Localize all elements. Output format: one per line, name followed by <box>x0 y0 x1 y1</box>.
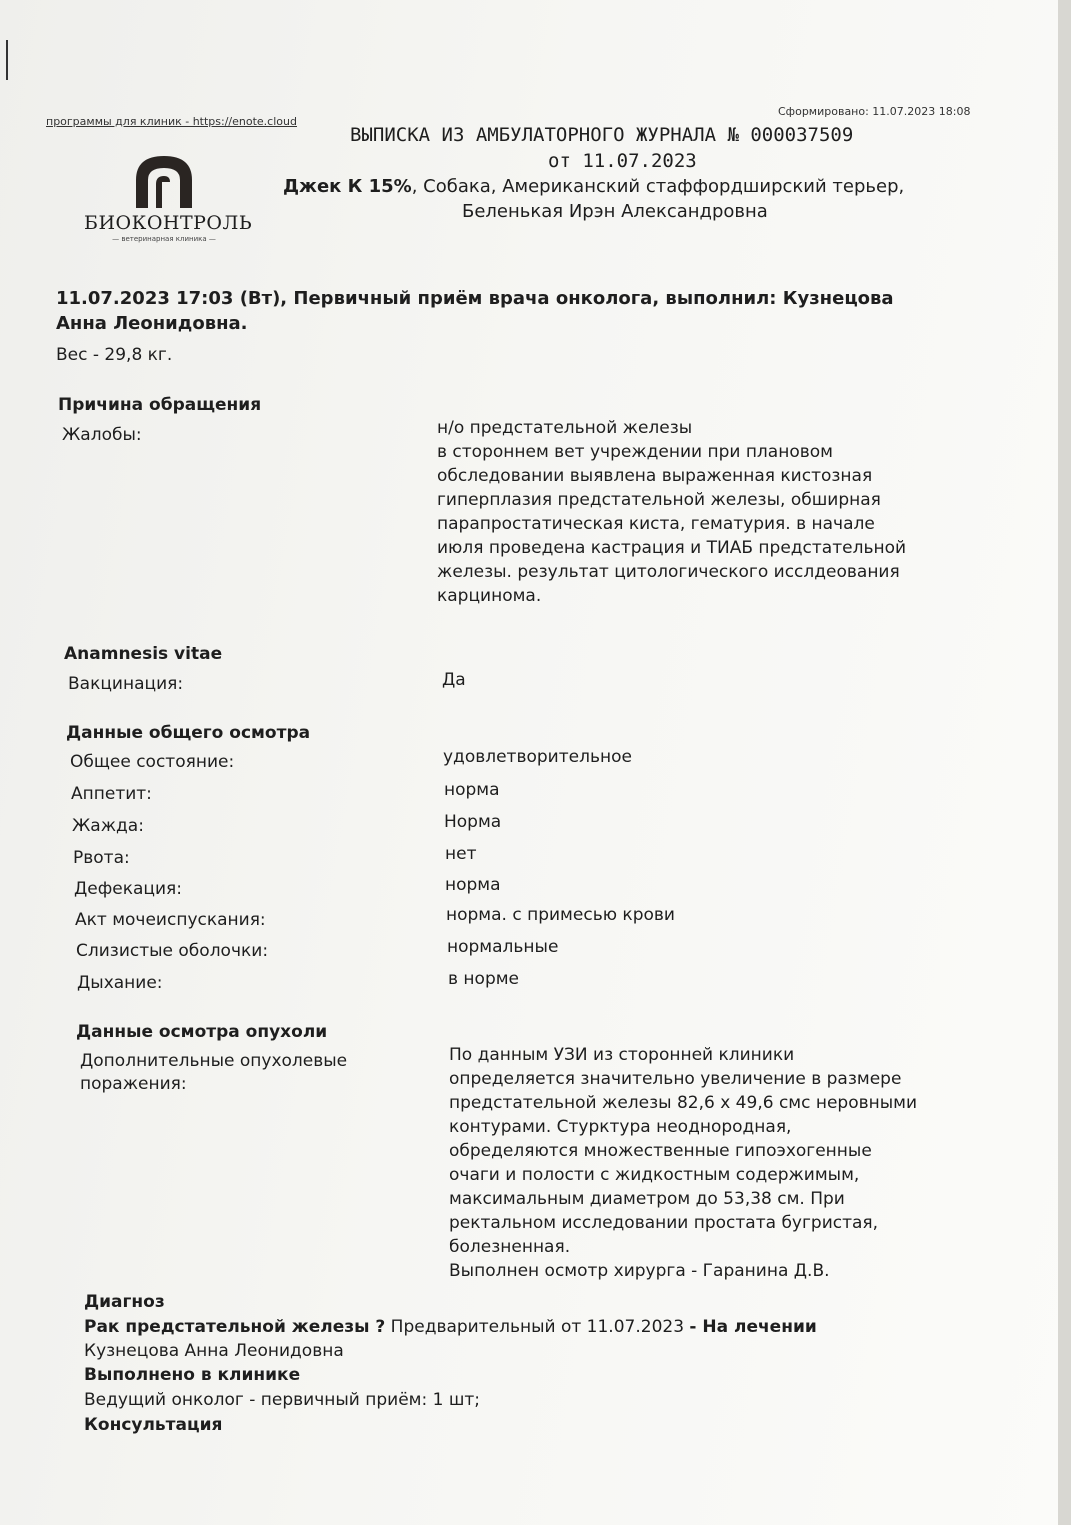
patient-name: Джек К 15% <box>283 176 412 197</box>
vaccination-value: Да <box>442 670 466 690</box>
exam-value: норма <box>444 780 500 800</box>
tumor-line: обределяются множественные гипоэхогенные <box>449 1141 872 1161</box>
section-general-exam: Данные общего осмотра <box>66 723 311 743</box>
exam-label: Рвота: <box>73 848 130 868</box>
software-link[interactable]: программы для клиник - https://enote.cloud <box>46 115 297 128</box>
exam-label: Жажда: <box>72 816 144 836</box>
exam-value: нет <box>445 844 477 864</box>
complaint-line: обследовании выявлена выраженная кистозная <box>437 466 873 486</box>
complaint-line: в стороннем вет учреждении при плановом <box>437 442 833 462</box>
weight: Вес - 29,8 кг. <box>56 345 173 365</box>
tumor-label-line: Дополнительные опухолевые <box>80 1051 348 1071</box>
diagnosis-type: Предварительный от 11.07.2023 <box>385 1317 690 1337</box>
clinic-logo <box>84 150 253 243</box>
tumor-line: контурами. Стурктура неоднородная, <box>449 1117 792 1137</box>
exam-value: в норме <box>448 969 520 989</box>
patient-species: , Собака, Американский стаффордширский терьер, <box>411 176 905 197</box>
tumor-line: определяется значительно увеличение в размере <box>449 1069 902 1089</box>
section-reason: Причина обращения <box>58 395 262 415</box>
exam-value: Норма <box>444 812 502 832</box>
owner-name: Беленькая Ирэн Александровна <box>462 201 768 222</box>
tumor-line: очаги и полости с жидкостным содержимым, <box>449 1165 860 1185</box>
clinic-logo-subtitle: — ветеринарная клиника — <box>112 235 216 243</box>
tumor-value <box>449 1043 917 1283</box>
tumor-label-line: поражения: <box>80 1074 187 1094</box>
document-title: ВЫПИСКА ИЗ АМБУЛАТОРНОГО ЖУРНАЛА № 000037509 <box>350 124 854 146</box>
exam-value: удовлетворительное <box>443 747 632 767</box>
visit-header <box>56 286 1016 336</box>
tumor-line: Выполнен осмотр хирурга - Гаранина Д.В. <box>449 1261 830 1281</box>
tumor-label <box>80 1050 347 1096</box>
exam-label: Акт мочеиспускания: <box>75 910 266 930</box>
diagnosis-line <box>84 1315 817 1339</box>
background-edge <box>1058 0 1071 1525</box>
section-diagnosis: Диагноз <box>84 1292 165 1312</box>
scan-mark <box>6 40 8 80</box>
exam-value: норма. с примесью крови <box>446 905 675 925</box>
exam-label: Аппетит: <box>71 784 152 804</box>
exam-label: Дыхание: <box>77 973 163 993</box>
diagnosis-status: - На лечении <box>689 1317 817 1337</box>
visit-line-2: Анна Леонидовна. <box>56 313 248 334</box>
exam-value: нормальные <box>447 937 559 957</box>
diagnosis-doctor: Кузнецова Анна Леонидовна <box>84 1341 344 1361</box>
clinic-logo-icon <box>128 150 200 210</box>
tumor-line: По данным УЗИ из сторонней клиники <box>449 1045 795 1065</box>
section-done-in-clinic: Выполнено в клинике <box>84 1365 301 1385</box>
complaint-line: июля проведена кастрация и ТИАБ предстательной <box>437 538 907 558</box>
complaint-line: карцинома. <box>437 586 542 606</box>
complaint-line: гиперплазия предстательной железы, обширная <box>437 490 881 510</box>
document-date: от 11.07.2023 <box>548 150 697 172</box>
patient-line <box>283 176 904 197</box>
clinic-logo-name: БИОКОНТРОЛЬ <box>84 212 253 234</box>
complaint-line: железы. результат цитологического исслдеования <box>437 562 900 582</box>
diagnosis-name: Рак предстательной железы ? <box>84 1317 386 1337</box>
service-line: Ведущий онколог - первичный приём: 1 шт; <box>84 1390 481 1410</box>
tumor-line: ректальном исследовании простата бугристая, <box>449 1213 879 1233</box>
generated-timestamp: Сформировано: 11.07.2023 18:08 <box>778 105 971 118</box>
section-consultation: Консультация <box>84 1415 223 1435</box>
complaints-label: Жалобы: <box>62 425 142 445</box>
section-tumor-exam: Данные осмотра опухоли <box>76 1022 328 1042</box>
tumor-line: болезненная. <box>449 1237 571 1257</box>
visit-line-1: 11.07.2023 17:03 (Вт), Первичный приём врача онколога, выполнил: Кузнецова <box>56 288 894 309</box>
exam-label: Общее состояние: <box>70 752 235 772</box>
tumor-line: предстательной железы 82,6 х 49,6 смс неровными <box>449 1093 918 1113</box>
exam-value: норма <box>445 875 501 895</box>
exam-label: Слизистые оболочки: <box>76 941 269 961</box>
tumor-line: максимальным диаметром до 53,38 см. При <box>449 1189 845 1209</box>
section-anamnesis: Anamnesis vitae <box>64 644 223 664</box>
exam-label: Дефекация: <box>74 879 182 899</box>
complaint-line: н/о предстательной железы <box>437 418 693 438</box>
complaints-value <box>437 416 906 608</box>
vaccination-label: Вакцинация: <box>68 674 184 694</box>
complaint-line: парапростатическая киста, гематурия. в начале <box>437 514 875 534</box>
